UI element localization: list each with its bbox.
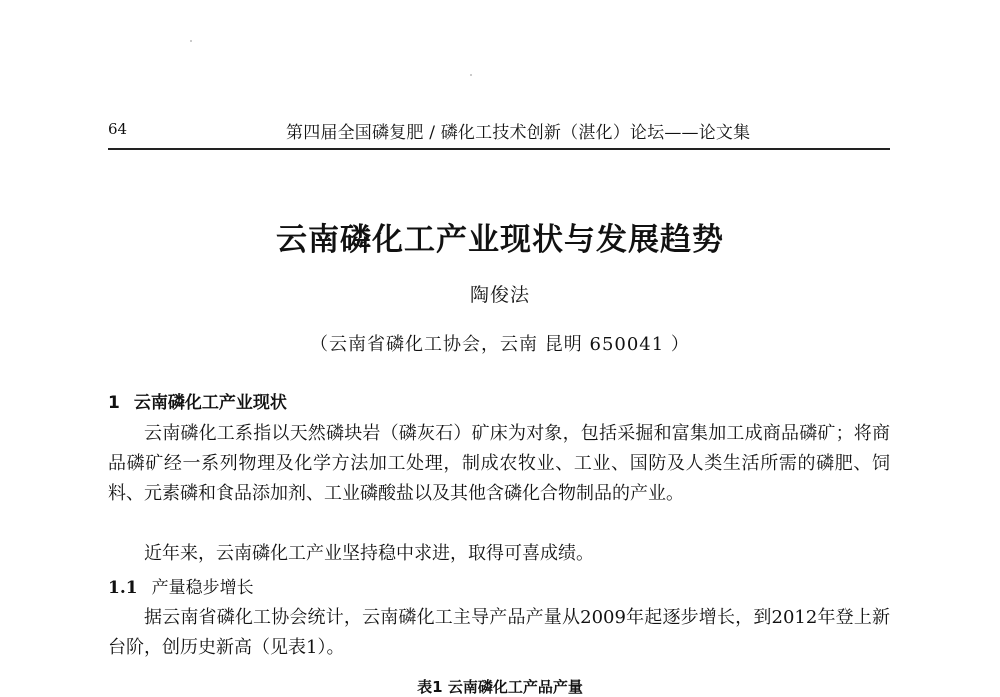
article-title: 云南磷化工产业现状与发展趋势 [276, 222, 724, 258]
section-heading-1 [108, 388, 287, 413]
paragraph: 据云南省磷化工协会统计，云南磷化工主导产品产量从2009年起逐步增长，到2012年登上新台阶，创历史新高（见表1）。 [108, 607, 890, 658]
scan-speck [190, 40, 192, 42]
scan-speck [470, 74, 472, 76]
section-number: 1.1 [108, 578, 138, 598]
paragraph: 云南磷化工系指以天然磷块岩（磷灰石）矿床为对象，包括采掘和富集加工成商品磷矿；将商品磷矿经一系列物理及化学方法加工处理，制成农牧业、工业、国防及人类生活所需的磷肥、饲料、元素磷和食品添加剂、工业磷酸盐以及其他含磷化合物制品的产业。 [108, 423, 890, 504]
section-title: 产量稳步增长 [151, 578, 254, 598]
author-affiliation: （云南省磷化工协会，云南 昆明 650041 ） [310, 334, 690, 355]
running-header [108, 116, 890, 150]
article-author: 陶俊法 [469, 284, 530, 306]
header-rule [108, 148, 890, 150]
table-caption: 表1 云南磷化工产品产量 [417, 678, 583, 696]
section-heading-1-1 [108, 573, 254, 598]
paragraph: 近年来，云南磷化工产业坚持稳中求进，取得可喜成绩。 [144, 543, 594, 564]
running-title: 第四届全国磷复肥 / 磷化工技术创新（湛化）论坛——论文集 [286, 123, 751, 143]
section-title: 云南磷化工产业现状 [133, 393, 287, 413]
page-number: 64 [108, 120, 128, 138]
section-number: 1 [108, 393, 120, 413]
